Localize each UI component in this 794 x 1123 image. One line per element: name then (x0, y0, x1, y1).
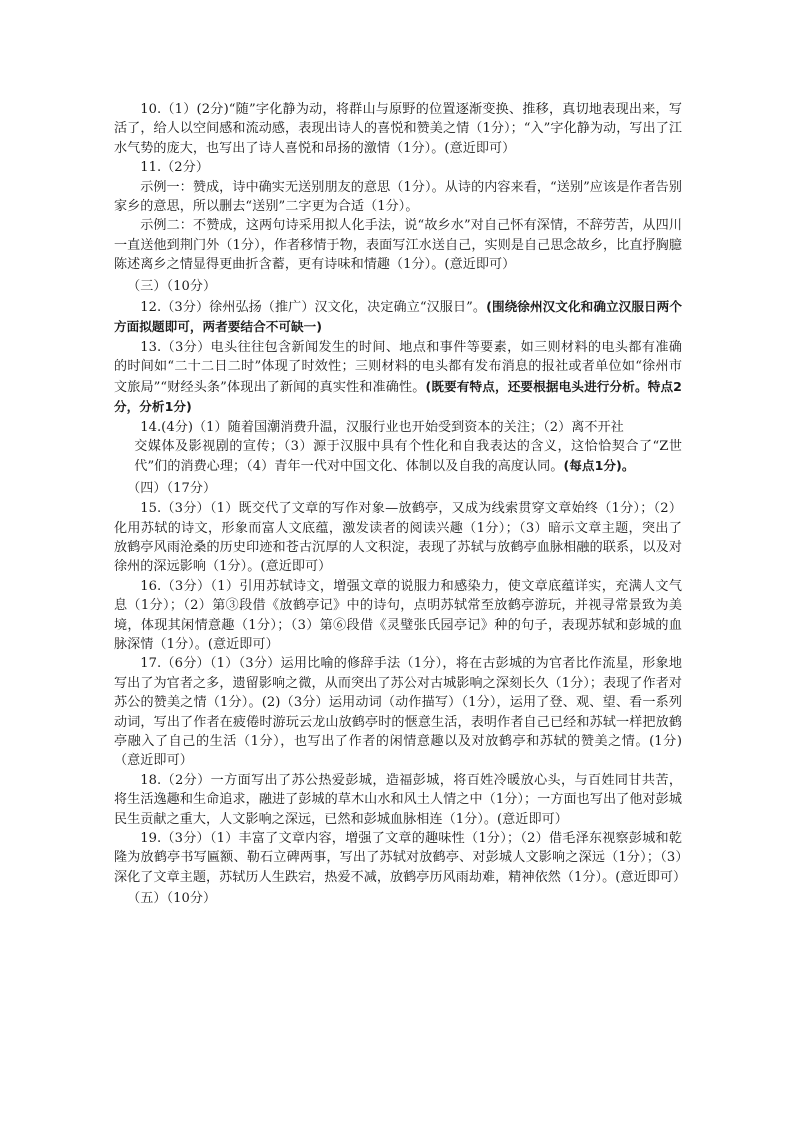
answer-13-note: (既要有特点，还要根据电头进行分析。特点2分，分析1分) (114, 378, 682, 415)
answer-12-text: 12.（3分）徐州弘扬（推广）汉文化，决定确立“汉服日”。 (140, 300, 487, 316)
section-4-heading: （四）（17分） (127, 480, 217, 496)
section-3-heading: （三）（10分） (127, 278, 217, 294)
answer-16: 16.（3分）（1）引用苏轼诗文，增强文章的说服力和感染力，使文章底蕴详实，充满人文气息（1分）；（2）第③段借《放鹤亭记》中的诗句，点明苏轼常至放鹤亭游玩，并视寻常景致为美境，体现其闲情意趣（1分）；（3）第⑥段借《灵璧张氏园亭记》种的句子，表现苏轼和彭城的血脉深情（1分）。(意近即可） (114, 578, 682, 652)
answer-14-line-1: 14.(4分)（1）随着国潮消费升温，汉服行业也开始受到资本的关注；（2）离不开社 (140, 419, 624, 435)
answer-14-note: (每点1分)。 (563, 458, 635, 474)
answer-12 (114, 297, 682, 338)
answer-14 (114, 437, 682, 477)
answer-19: 19.（3分）（1）丰富了文章内容，增强了文章的趣味性（1分）；（2）借毛泽东视察彭城和乾隆为放鹤亭书写匾额、勒石立碑两事，写出了苏轼对放鹤亭、对彭城人文影响之深远（1分）；（3）深化了文章主题，苏轼历人生跌宕，热爱不减，放鹤亭历风雨劫难，精神依然（1分）。(意近即可） (114, 831, 687, 885)
answer-11-heading: 11.（2分） (140, 160, 209, 176)
answer-17: 17.（6分）（1）（3分）运用比喻的修辞手法（1分），将在古彭城的为官者比作流星，形象地写出了为官者之多，遗留影响之微，从而突出了苏公对古城影响之深刻长久（1分）；表现了作者对苏公的赞美之情（1分）。(2)（3分）运用动词（动作描写）（1分），运用了登、观、望、看一系列动词，写出了作者在疲倦时游玩云龙山放鹤亭时的惬意生活，表明作者自己已经和苏轼一样把放鹤亭融入了自己的生活（1分），也写出了作者的闲情意趣以及对放鹤亭和苏轼的赞美之情。(1分)（意近即可） (114, 656, 682, 769)
answer-10: 10.（1）(2分)“随”字化静为动，将群山与原野的位置逐渐变换、推移，真切地表现出来，写活了，给人以空间感和流动感，表现出诗人的喜悦和赞美之情（1分）；“入”字化静为动，写出了江水气势的庞大，也写出了诗人喜悦和昂扬的激情（1分）。(意近即可） (114, 102, 682, 156)
section-5-heading: （五）（10分） (127, 891, 217, 907)
answer-12-note: (围绕徐州汉文化和确立汉服日两个方面拟题即可，两者要结合不可缺一) (114, 299, 682, 335)
answer-13-text: 13.（3分）电头往往包含新闻发生的时间、地点和事件等要素，如三则材料的电头都有准确的时间如“二十二日二时”体现了时效性；三则材料的电头都有发布消息的报社或者单位如“徐州市文旅局”“财经头条”体现出了新闻的真实性和准确性。 (114, 339, 682, 395)
answer-11-example-1: 示例一：赞成，诗中确实无送别朋友的意思（1分）。从诗的内容来看，“送别”应该是作者告别家乡的意思，所以删去“送别”二字更为合适（1分）。 (114, 179, 682, 215)
answer-14-text: 交媒体及影视剧的宣传；（3）源于汉服中具有个性化和自我表达的含义，这恰恰契合了“Z世代”们的消费心理；（4）青年一代对中国文化、体制以及自我的高度认同。 (134, 438, 682, 475)
answer-13 (114, 338, 682, 418)
answer-18: 18.（2分）一方面写出了苏公热爱彭城，造福彭城，将百姓冷暖放心头，与百姓同甘共苦，将生活逸趣和生命追求，融进了彭城的草木山水和风土人情之中（1分）；一方面也写出了他对彭城民生贡献之重大，人文影响之深远，已然和彭城血脉相连（1分）。(意近即可） (114, 772, 682, 827)
answer-11-example-2: 示例二：不赞成，这两句诗采用拟人化手法，说“故乡水”对自己怀有深情，不辞劳苦，从四川一直送他到荆门外（1分），作者移情于物，表面写江水送自己，实则是自己思念故乡，比直抒胸臆陈述离乡之情显得更曲折含蓄，更有诗味和情趣（1分）。(意近即可） (114, 218, 682, 273)
answer-15: 15.（3分）（1）既交代了文章的写作对象—放鹤亭，又成为线索贯穿文章始终（1分）；（2）化用苏轼的诗文，形象而富人文底蕴，激发读者的阅读兴趣（1分）；（3）暗示文章主题，突出了放鹤亭风雨沧桑的历史印迹和苍古沉厚的人文积淀，表现了苏轼与放鹤亭血脉相融的联系，以及对徐州的深远影响（1分）。(意近即可） (114, 501, 682, 575)
